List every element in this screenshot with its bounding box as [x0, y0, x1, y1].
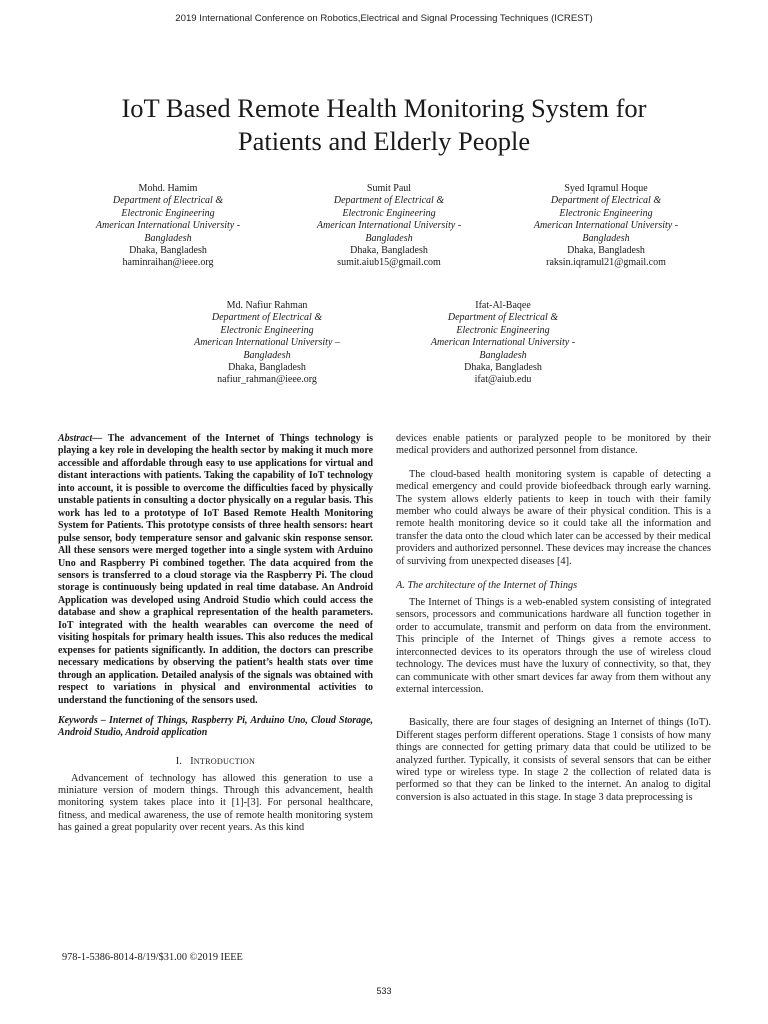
author-department: Department of Electrical & [333, 195, 445, 207]
author-university-2: Bangladesh [144, 232, 192, 244]
author-department-2: Electronic Engineering [342, 207, 436, 219]
keywords: Keywords – Internet of Things, Raspberry Pi, Arduino Uno, Cloud Storage, Android Studio, Android application [58, 714, 373, 739]
author-block-1 [73, 183, 263, 270]
author-department-2: Electronic Engineering [456, 324, 550, 336]
subsection-heading-architecture: A. The architecture of the Internet of Things [396, 580, 578, 592]
paragraph-iot-definition: The Internet of Things is a web-enabled system consisting of integrated sensors, processors and communications hardware all function together in order to accumulate, transmit and perform on data from the environment. This principle of the Internet of Things gives a remote access to interconnected devices to its operators through the use of wireless cloud technology. The devices must have the luxury of connectivity, so that, they can communicate with other smart devices far away from them without any external intercession. [396, 597, 711, 695]
section-heading-introduction [58, 756, 373, 767]
author-email[interactable]: ifat@aiub.edu [474, 374, 532, 386]
author-city: Dhaka, Bangladesh [228, 362, 306, 374]
abstract-label: Abstract— [58, 433, 103, 444]
paragraph-continued: devices enable patients or paralyzed people to be monitored by their medical providers and authorized personnel from distance. [396, 433, 711, 457]
author-department-2: Electronic Engineering [559, 207, 653, 219]
author-name: Sumit Paul [366, 183, 412, 194]
author-department: Department of Electrical & [112, 195, 224, 207]
author-city: Dhaka, Bangladesh [129, 245, 207, 257]
author-block-3 [511, 183, 701, 270]
title-line-2: Patients and Elderly People [237, 126, 531, 156]
left-column [58, 433, 373, 835]
section-number: I. [175, 755, 183, 767]
author-name: Md. Nafiur Rahman [226, 300, 308, 311]
author-name: Mohd. Hamim [138, 183, 198, 194]
copyright-footer: 978-1-5386-8014-8/19/$31.00 ©2019 IEEE [62, 952, 243, 963]
right-column [396, 433, 711, 804]
author-university: American International University - [430, 337, 576, 349]
author-university: American International University - [316, 220, 462, 232]
author-city: Dhaka, Bangladesh [350, 245, 428, 257]
author-block-2 [294, 183, 484, 270]
author-email[interactable]: nafiur_rahman@ieee.org [217, 374, 317, 386]
page-number: 533 [376, 986, 392, 996]
section-title-initial: I [190, 755, 194, 767]
author-department: Department of Electrical & [211, 312, 323, 324]
author-name: Syed Iqramul Hoque [564, 183, 648, 194]
author-department-2: Electronic Engineering [121, 207, 215, 219]
author-city: Dhaka, Bangladesh [464, 362, 542, 374]
author-city: Dhaka, Bangladesh [567, 245, 645, 257]
author-university-2: Bangladesh [243, 349, 291, 361]
section-title-rest: NTRODUCTION [193, 756, 256, 766]
author-email[interactable]: haminraihan@ieee.org [122, 257, 214, 269]
author-university: American International University - [95, 220, 241, 232]
abstract [58, 433, 373, 707]
author-university: American International University - [533, 220, 679, 232]
author-name: Ifat-Al-Baqee [475, 300, 531, 311]
author-department: Department of Electrical & [447, 312, 559, 324]
author-university-2: Bangladesh [479, 349, 527, 361]
author-email[interactable]: sumit.aiub15@gmail.com [337, 257, 441, 269]
intro-paragraph-1: Advancement of technology has allowed this generation to use a miniature version of modern things. Through this advancement, health monitoring system takes place into it [1]-[3]. For personal healthcare, fitness, and medical awareness, the use of remote health monitoring system has gained a great popularity over recent years. As this kind [58, 772, 373, 834]
conference-header: 2019 International Conference on Robotics,Electrical and Signal Processing Techniques (ICREST) [175, 13, 593, 24]
author-department-2: Electronic Engineering [220, 324, 314, 336]
author-university-2: Bangladesh [582, 232, 630, 244]
paragraph-iot-stages: Basically, there are four stages of designing an Internet of things (IoT). Different stages perform different operations. Stage 1 consists of how many things are connected for getting primary data that could be utilized to be analyzed further. Typically, it consists of several sensors that can be either wired type or wireless type. In stage 2 the collection of related data is performed so that they can be linked to the internet. An analog to digital conversion is also actuated in this stage. In stage 3 data preprocessing is [396, 717, 711, 803]
paper-title [40, 92, 728, 158]
paragraph-cloud-monitoring: The cloud-based health monitoring system is capable of detecting a medical emergency and could provide biofeedback through early warning. The system allows elderly patients to keep in touch with their family member who could always be aware of their physical condition. This is a remote health monitoring device so it could take all the information and transfer the data onto the cloud which later can be accessed by their medical providers and authorized personnel. These devices may increase the chances of surviving from unexpected diseases [4]. [396, 468, 711, 567]
abstract-text: The advancement of the Internet of Things technology is playing a key role in developing the health sector by making it much more accessible and affordable through easy to use applications for virtual and distant interactions with patients. Taking the capability of IoT technology into account, it is possible to overcome the difficulties faced by physically unstable patients in consulting a doctor physically on a regular basis. This work has led to a prototype of IoT Based Remote Health Monitoring System for Patients. This prototype consists of three health sensors: heart pulse sensor, body temperature sensor and galvanic skin response sensor. All these sensors were merged together into a single system with Arduino Uno and Raspberry Pi combined together. The data acquired from the sensors is transferred to a cloud storage via the Raspberry Pi. The cloud storage is continuously being updated in real time database. An Android Application was developed using Android Studio which could access the database and show a graphical representation of the health parameters. IoT integrated with the health wearables can overcome the need of visiting hospitals for primary health issues. This also reduces the medical expenses for patients significantly. In addition, the doctors can prescribe necessary medications by observing the patient’s health stats over time through an application. Detailed analysis of the signals was obtained with respect to variations in physical and environmental activities to understand the functioning of the sensors used. [58, 433, 373, 706]
author-university: American International University – [194, 337, 340, 349]
author-department: Department of Electrical & [550, 195, 662, 207]
author-university-2: Bangladesh [365, 232, 413, 244]
author-block-5 [408, 300, 598, 387]
author-email[interactable]: raksin.iqramul21@gmail.com [546, 257, 666, 269]
title-line-1: IoT Based Remote Health Monitoring System for [121, 93, 647, 123]
author-block-4 [172, 300, 362, 387]
